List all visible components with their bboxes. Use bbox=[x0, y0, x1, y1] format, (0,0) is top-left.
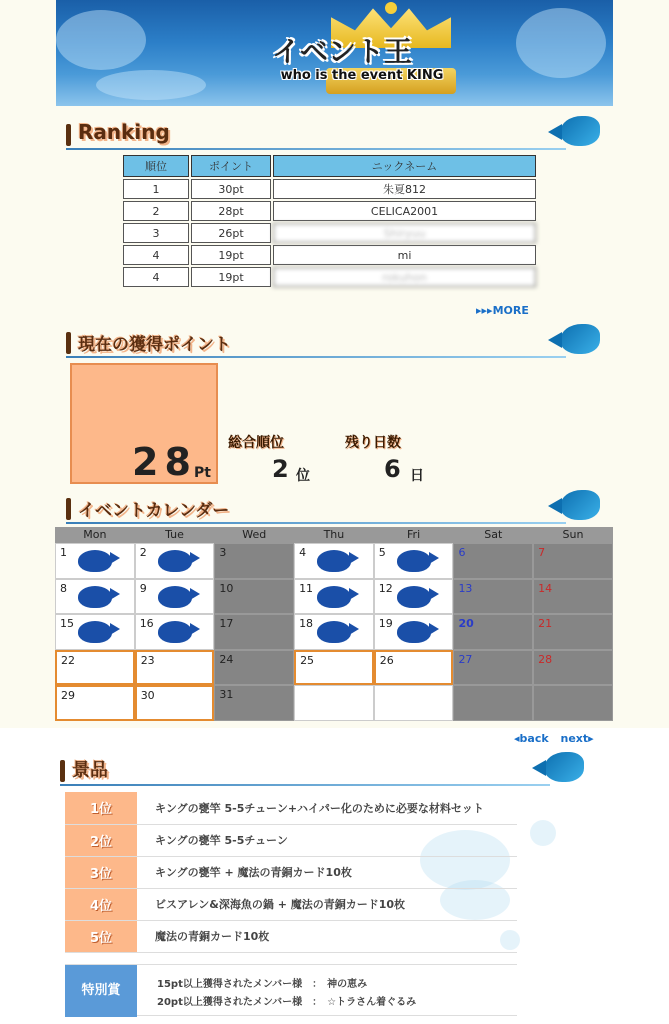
calendar-day bbox=[453, 685, 533, 721]
calendar-day bbox=[374, 685, 454, 721]
rank-value: 2 bbox=[272, 455, 289, 483]
whale-stamp-icon bbox=[78, 586, 112, 608]
calendar-header bbox=[66, 490, 606, 526]
whale-stamp-icon bbox=[78, 550, 112, 572]
days-value: 6 bbox=[384, 455, 401, 483]
calendar-nav bbox=[514, 732, 602, 745]
calendar-day bbox=[533, 685, 613, 721]
table-row: 4 19pt mi bbox=[123, 245, 536, 265]
calendar-day bbox=[294, 579, 374, 615]
calendar-day bbox=[214, 543, 294, 579]
calendar-day bbox=[55, 685, 135, 721]
calendar-grid bbox=[55, 543, 613, 721]
ranking-table bbox=[121, 153, 538, 289]
calendar-day bbox=[135, 543, 215, 579]
table-row-self: 2 28pt CELICA2001 bbox=[123, 201, 536, 221]
table-row: 1位 キングの甕竿 5-5チューン+ハイパー化のために必要な材料セット bbox=[65, 792, 517, 824]
calendar-day-number: 21 bbox=[538, 617, 553, 631]
dolphin-icon bbox=[560, 490, 600, 520]
calendar-day-number: 24 bbox=[219, 652, 234, 666]
prizes-title: 景品 bbox=[72, 760, 108, 781]
calendar-title: イベントカレンダー bbox=[78, 501, 230, 521]
dolphin-icon bbox=[544, 752, 584, 782]
whale-stamp-icon bbox=[397, 621, 431, 643]
calendar-day bbox=[135, 685, 215, 721]
prizes-table bbox=[65, 792, 517, 953]
calendar-day bbox=[214, 614, 294, 650]
col-rank: 順位 bbox=[123, 155, 189, 177]
calendar-day-number: 2 bbox=[139, 546, 147, 559]
calendar-day bbox=[214, 650, 294, 686]
col-nickname: ニックネーム bbox=[273, 155, 536, 177]
calendar-day bbox=[453, 614, 533, 650]
calendar-day bbox=[214, 579, 294, 615]
table-row: 4 19pt rokuhon bbox=[123, 267, 536, 287]
calendar-day bbox=[294, 650, 374, 686]
calendar-day-number: 14 bbox=[538, 581, 553, 595]
table-row: 3 26pt Shiryuu bbox=[123, 223, 536, 243]
ranking-header bbox=[66, 116, 606, 152]
calendar-day bbox=[533, 579, 613, 615]
table-row: 5位 魔法の青銅カード10枚 bbox=[65, 920, 517, 952]
calendar-day-number: 6 bbox=[458, 546, 466, 559]
calendar-day bbox=[294, 685, 374, 721]
day-fri: Fri bbox=[407, 528, 421, 541]
calendar-day bbox=[55, 650, 135, 686]
calendar-day bbox=[55, 543, 135, 579]
whale-stamp-icon bbox=[317, 550, 351, 572]
calendar-day-number: 1 bbox=[60, 546, 67, 559]
calendar-day bbox=[453, 579, 533, 615]
back-link[interactable]: ◂back bbox=[514, 732, 549, 745]
calendar-day-number: 12 bbox=[378, 581, 393, 595]
table-row: 3位 キングの甕竿 + 魔法の青銅カード10枚 bbox=[65, 856, 517, 888]
calendar-day bbox=[214, 685, 294, 721]
calendar-day-number: 20 bbox=[458, 617, 474, 631]
calendar-day-number: 27 bbox=[458, 652, 473, 666]
calendar-day-number: 31 bbox=[219, 688, 234, 702]
table-row: 1 30pt 朱夏812 bbox=[123, 179, 536, 199]
calendar-day bbox=[55, 579, 135, 615]
calendar-day-number: 15 bbox=[60, 617, 74, 631]
calendar-day-number: 11 bbox=[299, 581, 314, 595]
calendar-day-number: 10 bbox=[219, 581, 234, 595]
next-link[interactable]: next▸ bbox=[560, 732, 594, 745]
event-banner bbox=[56, 0, 613, 106]
points-title: 現在の獲得ポイント bbox=[78, 335, 231, 355]
col-points: ポイント bbox=[191, 155, 271, 177]
calendar-day-number: 28 bbox=[538, 652, 553, 666]
special-prize bbox=[65, 964, 517, 1016]
whale-stamp-icon bbox=[397, 550, 431, 572]
calendar-day-number: 30 bbox=[140, 689, 155, 703]
calendar-day bbox=[135, 650, 215, 686]
whale-stamp-icon bbox=[158, 621, 192, 643]
calendar-day-number: 17 bbox=[219, 617, 234, 631]
dolphin-icon bbox=[560, 116, 600, 146]
whale-stamp-icon bbox=[78, 621, 112, 643]
whale-stamp-icon bbox=[397, 586, 431, 608]
special-label: 特別賞 bbox=[65, 965, 137, 1017]
calendar-day-number: 16 bbox=[139, 617, 154, 631]
calendar-day-number: 13 bbox=[458, 581, 473, 595]
calendar-day-number: 4 bbox=[299, 546, 307, 559]
calendar-day-number: 9 bbox=[139, 581, 147, 595]
day-wed: Wed bbox=[242, 528, 267, 541]
banner-subtitle: who is the event KING bbox=[280, 68, 444, 83]
day-sun: Sun bbox=[562, 528, 584, 541]
day-thu: Thu bbox=[323, 528, 345, 541]
whale-stamp-icon bbox=[158, 550, 192, 572]
special-line-1: 15pt以上獲得されたメンバー様 ： 神の恵み bbox=[157, 979, 368, 990]
calendar-day bbox=[374, 543, 454, 579]
days-label: 残り日数 bbox=[345, 435, 401, 451]
days-unit: 日 bbox=[410, 468, 424, 484]
calendar-day-number: 3 bbox=[219, 546, 227, 559]
calendar-day-number: 26 bbox=[379, 653, 394, 667]
calendar-day bbox=[374, 579, 454, 615]
calendar-day bbox=[374, 614, 454, 650]
calendar-day bbox=[294, 543, 374, 579]
prizes-header bbox=[60, 752, 600, 788]
calendar-day-number: 19 bbox=[378, 617, 393, 631]
calendar-day bbox=[135, 614, 215, 650]
calendar-day-number: 22 bbox=[61, 653, 75, 667]
calendar-day bbox=[453, 543, 533, 579]
calendar-day-number: 18 bbox=[299, 617, 314, 631]
calendar-day bbox=[374, 650, 454, 686]
calendar-day bbox=[135, 579, 215, 615]
dolphin-icon bbox=[560, 324, 600, 354]
calendar-day bbox=[533, 614, 613, 650]
calendar-day bbox=[453, 650, 533, 686]
calendar-day-number: 29 bbox=[61, 689, 75, 703]
calendar-day-number: 23 bbox=[140, 653, 155, 667]
table-row: 4位 ビスアレン&深海魚の鍋 + 魔法の青銅カード10枚 bbox=[65, 888, 517, 920]
calendar-day-number: 7 bbox=[538, 546, 546, 559]
rank-unit: 位 bbox=[296, 468, 310, 484]
rank-label: 総合順位 bbox=[228, 435, 284, 451]
day-mon: Mon bbox=[83, 528, 107, 541]
calendar-day bbox=[55, 614, 135, 650]
whale-stamp-icon bbox=[317, 586, 351, 608]
calendar-day-number: 8 bbox=[60, 581, 67, 595]
calendar-day bbox=[294, 614, 374, 650]
calendar-day bbox=[533, 650, 613, 686]
calendar-day-number: 5 bbox=[378, 546, 386, 559]
calendar-day bbox=[533, 543, 613, 579]
whale-stamp-icon bbox=[317, 621, 351, 643]
table-row: 2位 キングの甕竿 5-5チューン bbox=[65, 824, 517, 856]
current-points: 28 bbox=[132, 440, 197, 484]
special-line-2: 20pt以上獲得されたメンバー様 ： ☆トラさん着ぐるみ bbox=[157, 997, 417, 1008]
ranking-title: Ranking bbox=[78, 120, 170, 144]
calendar-day-number: 25 bbox=[300, 653, 315, 667]
more-link[interactable]: ▸▸▸MORE bbox=[476, 304, 529, 317]
event-calendar bbox=[55, 527, 613, 721]
whale-stamp-icon bbox=[158, 586, 192, 608]
banner-title: イベント王 bbox=[271, 35, 412, 68]
points-unit: Pt bbox=[194, 465, 211, 481]
day-tue: Tue bbox=[165, 528, 184, 541]
day-sat: Sat bbox=[484, 528, 503, 541]
points-header bbox=[66, 324, 606, 360]
